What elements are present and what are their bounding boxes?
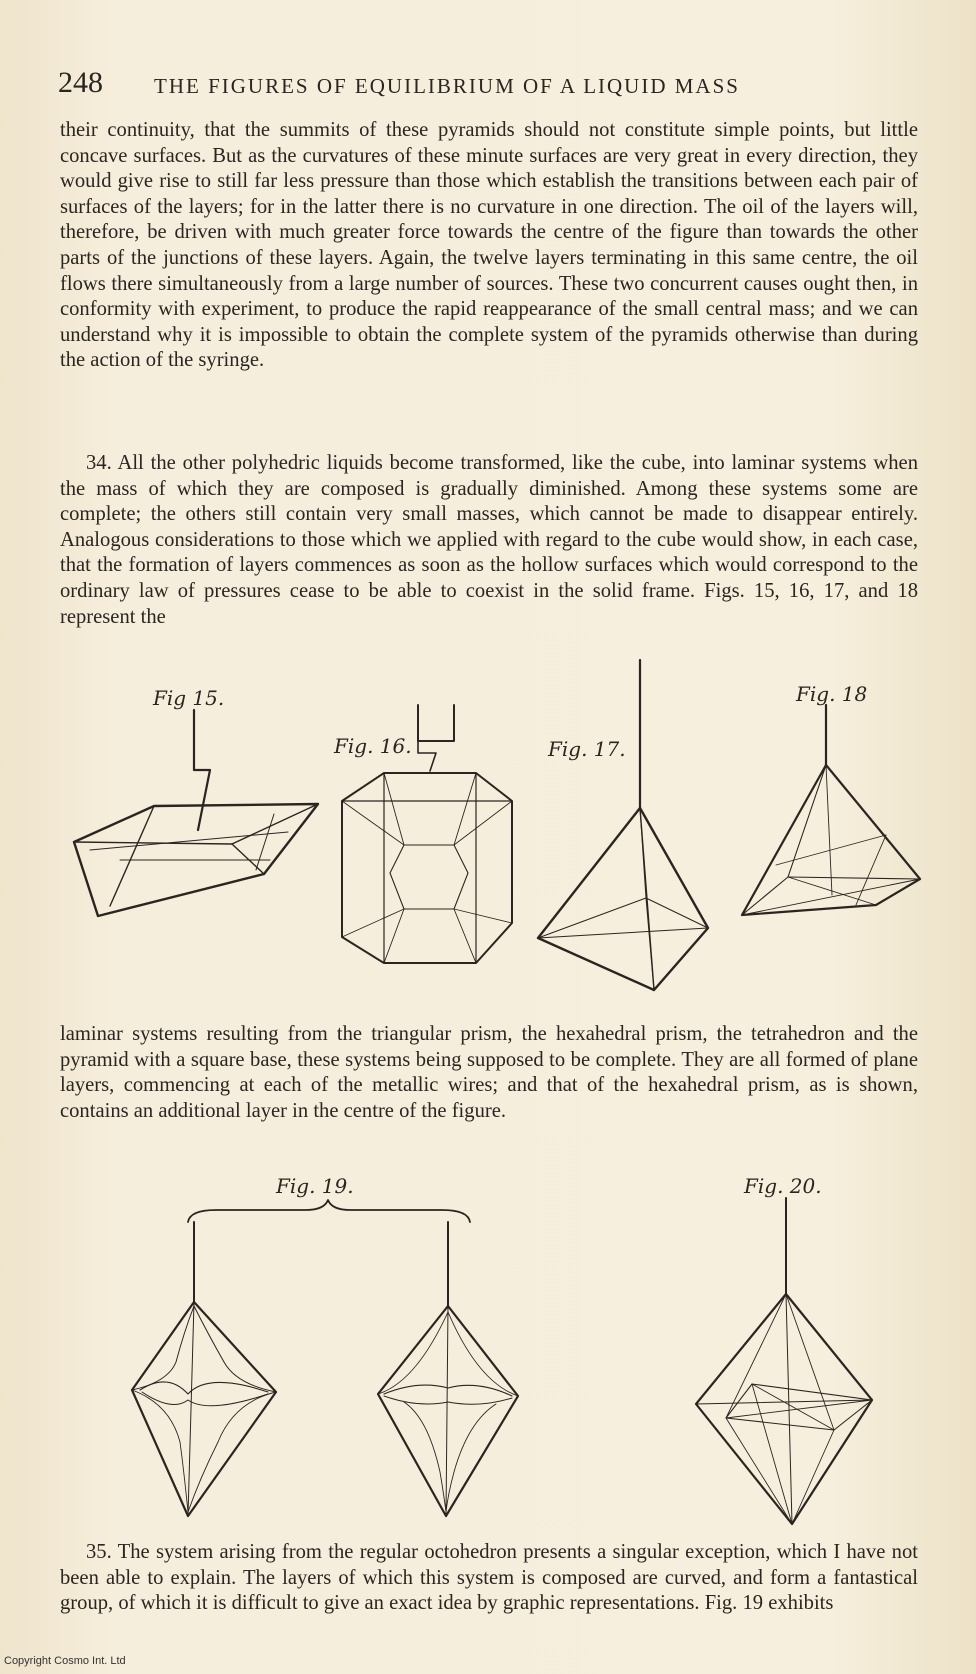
fig-17-tetrahedron-diagram — [530, 660, 720, 1000]
copyright-notice: Copyright Cosmo Int. Ltd — [4, 1655, 126, 1667]
paragraph-continuation: their continuity, that the summits of these pyramids should not constitute simple points, but little concave surfaces. But as the curvatures of these minute surfaces are very great in every direction, they would give rise to still far less pressure than those which establish the transitions between each pair of surfaces of the layers; for in the latter there is no curvature in one direction. The oil of the layers will, therefore, be driven with much greater force towards the centre of the figure than towards the other parts of the junctions of these layers. Again, the twelve layers terminating in this same centre, the oil flows there simultaneously from a large number of sources. These two concurrent causes ought then, in conformity with experiment, to produce the rapid reappearance of the small central mass; and we can understand why it is impossible to obtain the complete system of the pyramids otherwise than during the action of the syringe. — [60, 119, 918, 372]
fig-19-octahedron-right-diagram — [368, 1222, 528, 1522]
fig-16-hexahedral-prism-diagram — [334, 705, 524, 975]
fig-19-label: Fig. 19. — [276, 1174, 354, 1198]
page-header — [58, 66, 918, 106]
fig-15-label: Fig 15. — [153, 686, 225, 710]
fig-18-square-pyramid-diagram — [736, 705, 926, 925]
fig-17-label: Fig. 17. — [548, 737, 626, 761]
fig-15-triangular-prism-diagram — [60, 710, 330, 930]
paragraph-34: 34. All the other polyhedric liquids become transformed, like the cube, into laminar systems when the mass of which they are composed is gradually diminished. Among these systems some are complete; the others still contain very small masses, which cannot be made to disappear entirely. Analogous considerations to those which we applied with regard to the cube would show, in each case, that the formation of layers commences as soon as the hollow surfaces which would correspond to the ordinary law of pressures cease to be able to coexist in the solid frame. Figs. 15, 16, 17, and 18 represent the — [60, 452, 918, 628]
fig-20-label: Fig. 20. — [744, 1174, 822, 1198]
running-title: THE FIGURES OF EQUILIBRIUM OF A LIQUID MASS — [154, 74, 740, 98]
paragraph-35: 35. The system arising from the regular octohedron presents a singular exception, which I have not been able to explain. The layers of which this system is composed are curved, and form a fantastical group, of which it is difficult to give an exact idea by graphic representations. Fig. 19 exhibits — [60, 1541, 918, 1615]
fig-20-octahedron-diagram — [688, 1198, 908, 1528]
page-number: 248 — [58, 66, 103, 99]
fig-19-octahedron-left-diagram — [128, 1222, 288, 1522]
fig-18-label: Fig. 18 — [796, 682, 868, 706]
paragraph-figs-15-18: laminar systems resulting from the triangular prism, the hexahedral prism, the tetrahedron and the pyramid with a square base, these systems being supposed to be complete. They are all formed of plane layers, commencing at each of the metallic wires; and that of the hexahedral prism, as is shown, contains an additional layer in the centre of the figure. — [60, 1023, 918, 1122]
fig-16-label: Fig. 16. — [334, 734, 412, 758]
